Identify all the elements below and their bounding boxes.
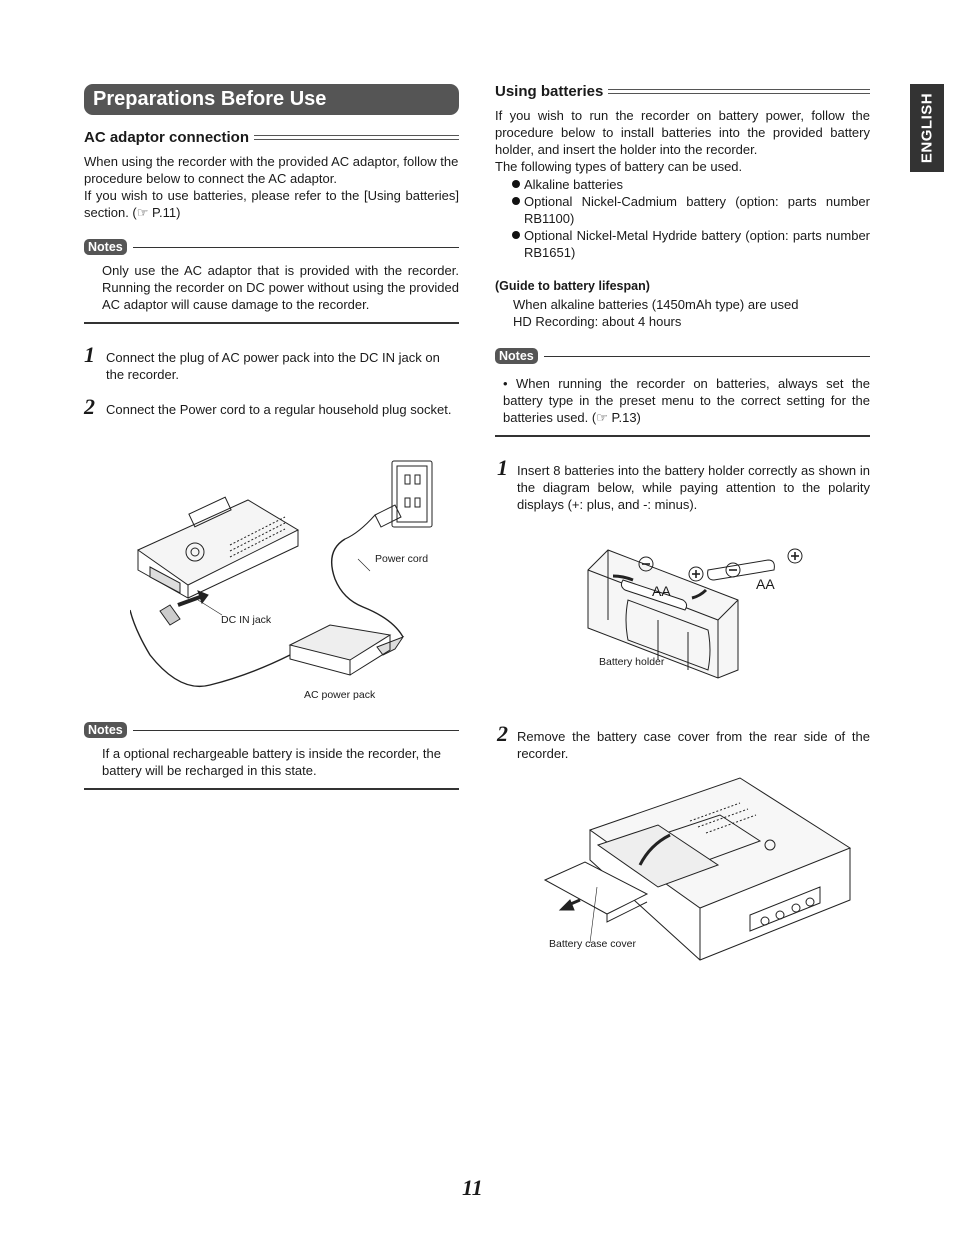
- ac-intro: When using the recorder with the provided AC adaptor, follow the procedure below to connect the AC adaptor.: [84, 154, 459, 186]
- notes-badge: Notes: [84, 239, 127, 255]
- language-tab: [910, 84, 944, 172]
- page-title: Preparations Before Use: [93, 88, 327, 110]
- page-number: 11: [462, 1175, 483, 1200]
- page-title-bar: [84, 84, 459, 115]
- divider: [84, 322, 459, 324]
- divider: [84, 788, 459, 790]
- notes-badge: Notes: [495, 348, 538, 364]
- ac-adaptor-heading-text: AC adaptor connection: [84, 129, 250, 146]
- step-number: 2: [84, 394, 95, 419]
- step-text: Connect the plug of AC power pack into the DC IN jack on the recorder.: [106, 350, 440, 382]
- label-aa-2: AA: [756, 576, 775, 592]
- label-ac-power-pack: AC power pack: [304, 689, 376, 701]
- step-text: Remove the battery case cover from the rear side of the recorder.: [517, 729, 870, 761]
- step-text: Connect the Power cord to a regular household plug socket.: [106, 402, 452, 417]
- language-tab-label: ENGLISH: [918, 92, 936, 164]
- ac-adaptor-illustration: [130, 455, 460, 705]
- battery-cover-illustration: [540, 775, 860, 965]
- ac-intro-2: If you wish to use batteries, please refer to the [Using batteries] section. (☞ P.11): [84, 188, 459, 220]
- batteries-intro: If you wish to run the recorder on battery power, follow the procedure below to install batteries into the provided battery holder, and insert the holder into the recorder.: [495, 108, 870, 157]
- step-number: 1: [84, 342, 95, 367]
- guide-line-2: HD Recording: about 4 hours: [513, 314, 682, 329]
- ac-adaptor-heading: [84, 129, 459, 146]
- note-ac-adaptor: Only use the AC adaptor that is provided with the recorder. Running the recorder on DC power without using the provided AC adaptor will cause damage to the recorder.: [102, 263, 459, 312]
- note-recharge: If a optional rechargeable battery is inside the recorder, the battery will be recharged in this state.: [102, 746, 441, 778]
- label-aa-1: AA: [652, 583, 671, 599]
- notes-header-1: [84, 239, 459, 255]
- divider: [495, 435, 870, 437]
- battery-type-item: Optional Nickel-Metal Hydride battery (option: parts number RB1651): [512, 227, 870, 261]
- using-batteries-heading: [495, 83, 870, 100]
- label-battery-holder: Battery holder: [599, 656, 665, 668]
- notes-header-2: [84, 722, 459, 738]
- label-power-cord: Power cord: [375, 553, 429, 565]
- guide-heading: (Guide to battery lifespan): [495, 279, 650, 293]
- step-number: 2: [497, 721, 508, 746]
- using-batteries-heading-text: Using batteries: [495, 83, 604, 100]
- label-battery-case-cover: Battery case cover: [549, 938, 636, 950]
- battery-type-item: Alkaline batteries: [512, 176, 870, 193]
- battery-types-intro: The following types of battery can be used.: [495, 159, 743, 174]
- label-dc-in-jack: DC IN jack: [221, 614, 272, 626]
- battery-type-item: Optional Nickel-Cadmium battery (option: parts number RB1100): [512, 193, 870, 227]
- note-battery-type: • When running the recorder on batteries, always set the battery type in the preset menu to the correct setting for the batteries used. (☞ P.13): [503, 376, 870, 425]
- notes-badge: Notes: [84, 722, 127, 738]
- guide-line-1: When alkaline batteries (1450mAh type) are used: [513, 297, 799, 312]
- notes-header-3: [495, 348, 870, 364]
- step-number: 1: [497, 455, 508, 480]
- step-text: Insert 8 batteries into the battery holder correctly as shown in the diagram below, while paying attention to the polarity displays (+: plus, and -: minus).: [517, 463, 870, 512]
